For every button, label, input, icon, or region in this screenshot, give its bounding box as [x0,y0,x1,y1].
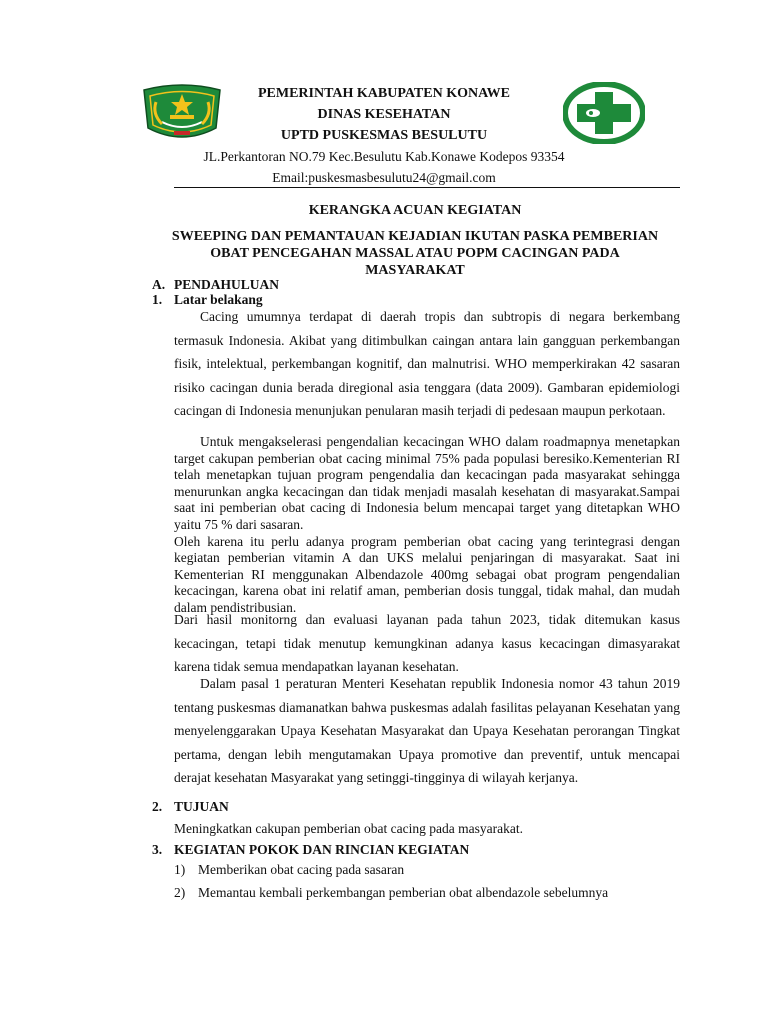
header-divider [174,187,680,188]
header-email: Email:puskesmasbesulutu24@gmail.com [272,170,496,185]
header-government: PEMERINTAH KABUPATEN KONAWE [257,86,510,101]
document-title: KERANGKA ACUAN KEGIATAN [308,203,522,218]
activity-number-2: 2) [174,885,186,900]
section-a-title: PENDAHULUAN [174,277,280,292]
activity-text-2: Memantau kembali perkembangan pemberian obat albendazole sebelumnya [198,885,609,900]
background-paragraph-2 [174,434,680,617]
activity-number-1: 1) [174,862,186,877]
background-paragraph-5 [174,672,680,790]
subject-title-line-2: OBAT PENCEGAHAN MASSAL ATAU POPM CACINGAN PADA [210,246,620,261]
subject-title-line-1: SWEEPING DAN PEMANTAUAN KEJADIAN IKUTAN PASKA PEMBERIAN [171,229,659,244]
paragraph-text: Oleh karena itu perlu adanya program pemberian obat cacing yang terintegrasi dengan kegiatan pemberian vitamin A dan UKS melalui penjaringan di masyarakat. Saat ini Kementerian RI menggunakan Albendazole 400mg sebagai obat program pengendalian kecacingan, karena obat ini relatif aman, pemberian dosis tunggal, tidak mahal, dan mudah dalam pendistribusian. [174,533,680,615]
background-paragraph-4 [174,608,680,679]
paragraph-text: Untuk mengakselerasi pengendalian kecacingan WHO dalam roadmapnya menetapkan target cakupan pemberian obat cacing minimal 75% pada populasi beresiko.Kementerian RI telah menetapkan tujuan program pengendalia dan kecacingan pada masyarakat sehingga menurunkan angka kecacingan dan tidak menjadi masalah kesehatan di masyarakat.Sampai saat ini pemberian obat cacing di Indonesia belum mencapai target yang ditetapkan WHO yaitu 75 % dari sasaran. [174,434,680,532]
goal-text: Meningkatkan cakupan pemberian obat cacing pada masyarakat. [174,821,523,836]
section-a-label: A. [152,277,166,292]
subject-title-line-3: MASYARAKAT [365,263,465,278]
header-department: DINAS KESEHATAN [317,107,451,122]
item-2-title: TUJUAN [174,799,229,814]
paragraph-text: Dari hasil monitorng dan evaluasi layanan pada tahun 2023, tidak ditemukan kasus kecacingan, tetapi tidak menutup kemungkinan adanya kasus kecacingan dimasyarakat karena tidak semua mendapatkan layanan kesehatan. [174,612,680,674]
item-3-title: KEGIATAN POKOK DAN RINCIAN KEGIATAN [174,842,470,857]
activity-text-1: Memberikan obat cacing pada sasaran [198,862,405,877]
item-2-label: 2. [152,799,163,814]
header-address: JL.Perkantoran NO.79 Kec.Besulutu Kab.Konawe Kodepos 93354 [203,149,565,164]
background-paragraph-1 [174,305,680,423]
paragraph-text: Dalam pasal 1 peraturan Menteri Kesehatan republik Indonesia nomor 43 tahun 2019 tentang puskesmas diamanatkan bahwa puskesmas adalah fasilitas pelayanan Kesehatan yang menyelenggarakan Upaya Kesehatan Masyarakat dan Upaya Kesehatan perorangan Tingkat pertama, dengan lebih mengutamakan Upaya promotive dan preventif, untuk mencapai derajat kesehatan Masyarakat yang setinggi-tingginya di wilayah kerjanya. [174,676,680,785]
header-institution: UPTD PUSKESMAS BESULUTU [280,128,488,143]
item-1-title: Latar belakang [174,292,263,307]
item-1-label: 1. [152,292,163,307]
paragraph-text: Cacing umumnya terdapat di daerah tropis dan subtropis di negara berkembang termasuk Indonesia. Akibat yang ditimbulkan caingan antara lain gangguan perkembangan fisik, intelektual, perkembangan kognitif, dan malnutrisi. WHO memperkirakan 42 sasaran risiko cacingan dunia berada diregional asia tenggara (data 2009). Gambaran epidemiologi cacingan di Indonesia menunjukan penularan masih terjadi di pedesaan maupun perkotaan. [174,309,680,418]
item-3-label: 3. [152,842,163,857]
